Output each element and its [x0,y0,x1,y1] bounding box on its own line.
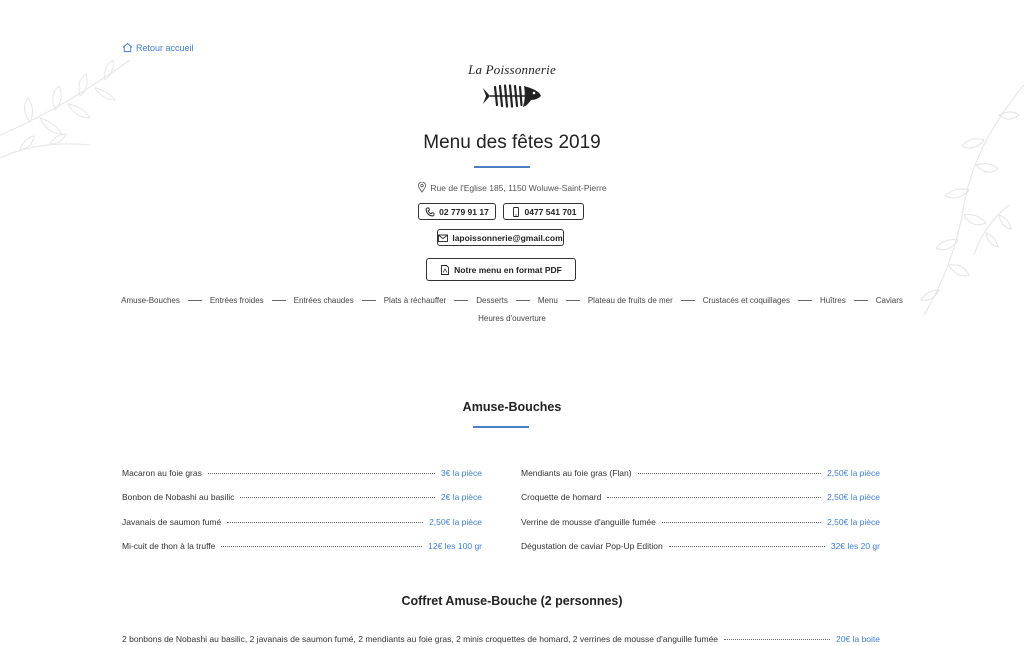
section-title-amuse-bouches: Amuse-Bouches [462,400,562,414]
home-icon [122,42,133,53]
pdf-menu-button[interactable] [426,258,576,281]
dotted-leader [669,546,825,547]
menu-item [521,541,880,551]
dotted-leader [607,497,821,498]
nav-separator [798,300,812,301]
nav-item-menu[interactable]: Menu [537,296,558,305]
phone-button[interactable] [418,203,496,220]
nav-item-amuse-bouches[interactable]: Amuse-Bouches [121,296,180,305]
leaf-decoration-right [914,85,1024,325]
menu-item-price: 2,50€ la pièce [827,492,880,502]
menu-item [122,517,482,527]
menu-item [122,634,880,644]
nav-item-huitres[interactable]: Huîtres [819,296,846,305]
section-divider [473,426,529,428]
nav-separator [272,300,286,301]
menu-item-price: 32€ les 20 gr [830,541,880,551]
brand-logo[interactable] [0,62,1024,110]
nav-item-plateau-fruits-de-mer[interactable]: Plateau de fruits de mer [587,296,673,305]
nav-separator [516,300,530,301]
menu-item-name: Javanais de saumon fumé [122,517,222,527]
dotted-leader [662,522,821,523]
menu-item-price: 2,50€ la pièce [827,517,880,527]
menu-item-price: 3€ la pièce [440,468,482,478]
nav-item-entrees-froides[interactable]: Entrées froides [209,296,264,305]
location-pin-icon [417,182,427,193]
fish-skeleton-icon [481,82,543,110]
nav-item-entrees-chaudes[interactable]: Entrées chaudes [293,296,354,305]
menu-item-name: Verrine de mousse d'anguille fumée [521,517,656,527]
dotted-leader [724,639,830,640]
nav-separator [681,300,695,301]
menu-item-price: 12€ les 100 gr [428,541,482,551]
category-nav [120,292,904,328]
dotted-leader [638,473,822,474]
nav-separator [566,300,580,301]
dotted-leader [240,497,434,498]
pdf-menu-label: Notre menu en format PDF [454,264,562,275]
section-title-coffret: Coffret Amuse-Bouche (2 personnes) [401,594,623,608]
back-home-link[interactable] [122,42,194,53]
menu-item-name: Croquette de homard [521,492,602,502]
email-address: lapoissonnerie@gmail.com [452,232,563,243]
menu-item-price: 20€ la boite [836,634,880,644]
menu-item [122,492,482,502]
menu-item [521,517,880,527]
page-title: Menu des fêtes 2019 [423,132,601,153]
nav-separator [454,300,468,301]
envelope-icon [438,233,448,243]
mobile-button[interactable] [503,203,584,220]
menu-item-name: Macaron au foie gras [122,468,202,478]
menu-item-price: 2,50€ la pièce [429,517,482,527]
menu-item-name: 2 bonbons de Nobashi au basilic, 2 javanais de saumon fumé, 2 mendiants au foie gras, 2 minis croquettes de homard, 2 verrines de mousse d'anguille fumée [122,634,719,644]
brand-name: La Poissonnerie [468,62,556,77]
menu-item-name: Dégustation de caviar Pop-Up Edition [521,541,663,551]
menu-item [122,541,482,551]
dotted-leader [221,546,422,547]
address [0,182,1024,193]
menu-item [122,468,482,478]
nav-separator [188,300,202,301]
pdf-file-icon [440,265,450,275]
menu-item-price: 2€ la pièce [440,492,482,502]
nav-item-desserts[interactable]: Desserts [476,296,508,305]
nav-item-caviars[interactable]: Caviars [875,296,903,305]
mobile-phone-icon [511,207,521,217]
menu-item-name: Mi-cuit de thon à la truffe [122,541,216,551]
address-text: Rue de l'Eglise 185, 1150 Woluwe-Saint-Pierre [430,182,607,193]
nav-separator [854,300,868,301]
phone-icon [425,207,435,217]
menu-item [521,492,880,502]
email-button[interactable] [437,229,564,246]
dotted-leader [208,473,435,474]
nav-item-crustaces-coquillages[interactable]: Crustacés et coquillages [702,296,790,305]
menu-item [521,468,880,478]
menu-item-name: Bonbon de Nobashi au basilic [122,492,235,502]
phone-number: 02 779 91 17 [439,206,489,217]
nav-item-heures-ouverture[interactable]: Heures d'ouverture [478,314,546,323]
menu-item-name: Mendiants au foie gras (Flan) [521,468,632,478]
title-divider [474,166,530,168]
nav-separator [362,300,376,301]
dotted-leader [227,522,423,523]
back-home-label: Retour accueil [136,42,194,53]
menu-item-price: 2,50€ la pièce [827,468,880,478]
nav-item-plats-a-rechauffer[interactable]: Plats à réchauffer [383,296,447,305]
mobile-number: 0477 541 701 [524,206,577,217]
